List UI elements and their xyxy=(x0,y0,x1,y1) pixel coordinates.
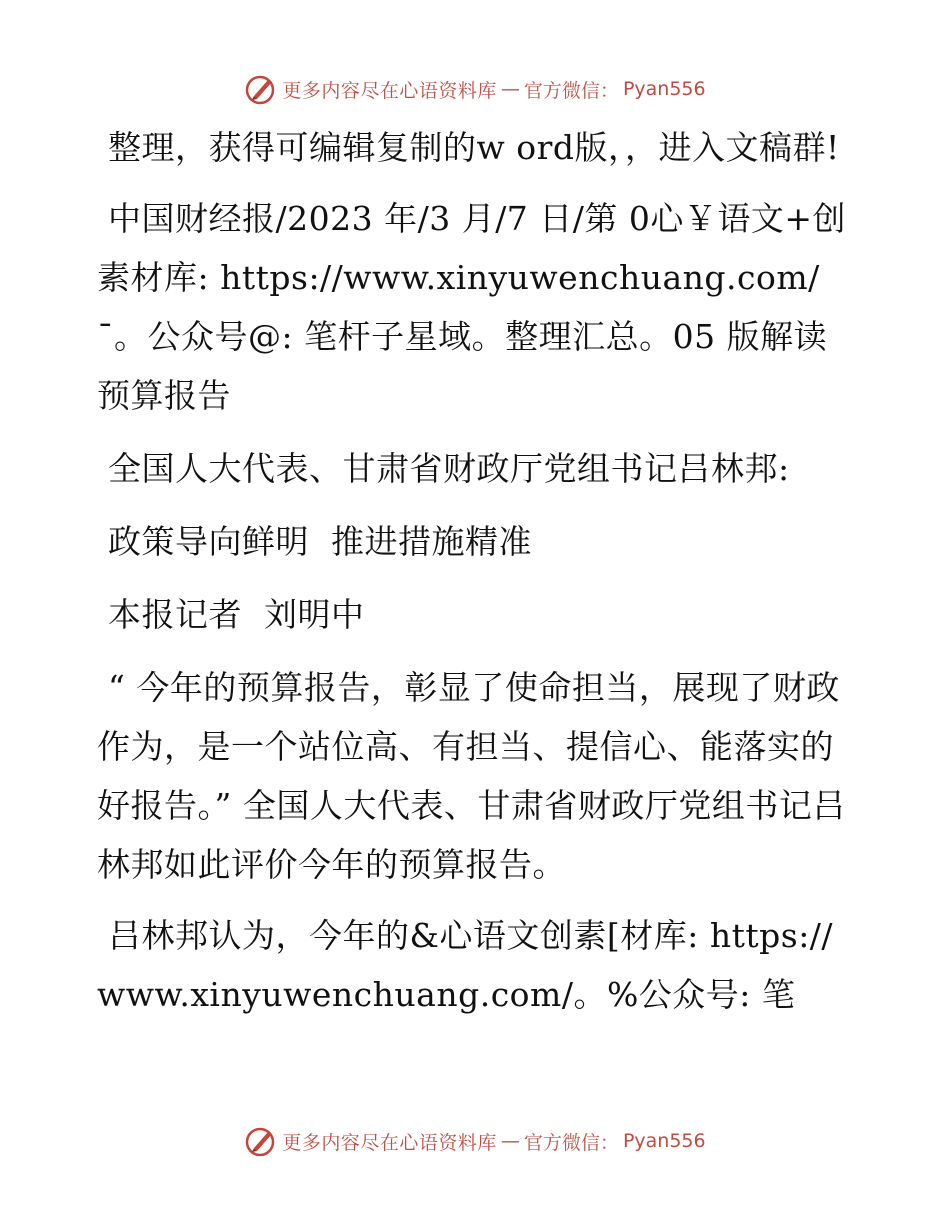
watermark-wechat-id: Pyan556 xyxy=(622,78,706,100)
paragraph-source: 中国财经报/2023 年/3 月/7 日/第 0心￥语文+创素材库: https://www.xinyuwenchuang.com/¯。公众号@: 笔杆子星域。整理汇总。05 版解读预算报告 xyxy=(97,199,847,415)
footer-watermark xyxy=(0,1124,950,1158)
watermark-text: 更多内容尽在心语资料库 xyxy=(282,1131,497,1154)
paragraph-byline-title: 全国人大代表、甘肃省财政厅党组书记吕林邦: xyxy=(97,449,790,488)
watermark-wechat-id: Pyan556 xyxy=(622,1130,706,1152)
watermark-official-label: 官方微信： xyxy=(523,1131,619,1154)
document-body xyxy=(97,118,857,1024)
watermark-dash: — xyxy=(500,1130,520,1152)
paragraph-intro: 整理，获得可编辑复制的w ord版，，进入文稿群! xyxy=(97,128,840,167)
watermark-official-label: 官方微信： xyxy=(523,79,619,102)
article-headline: 政策导向鲜明 推进措施精准 xyxy=(97,522,532,561)
header-watermark xyxy=(0,72,950,106)
watermark-dash: — xyxy=(500,78,520,100)
paragraph-opinion: 吕林邦认为，今年的&心语文创素[材库: https://www.xinyuwenchuang.com/。%公众号: 笔 xyxy=(97,916,834,1014)
reporter-line: 本报记者 刘明中 xyxy=(97,595,365,634)
paragraph-quote: “ 今年的预算报告，彰显了使命担当，展现了财政作为，是一个站位高、有担当、提信心、能落实的好报告。” 全国人大代表、甘肃省财政厅党组书记吕林邦如此评价今年的预算报告。 xyxy=(97,668,846,884)
brush-pen-logo-icon xyxy=(244,72,278,106)
watermark-text: 更多内容尽在心语资料库 xyxy=(282,79,497,102)
brush-pen-logo-icon xyxy=(244,1124,278,1158)
